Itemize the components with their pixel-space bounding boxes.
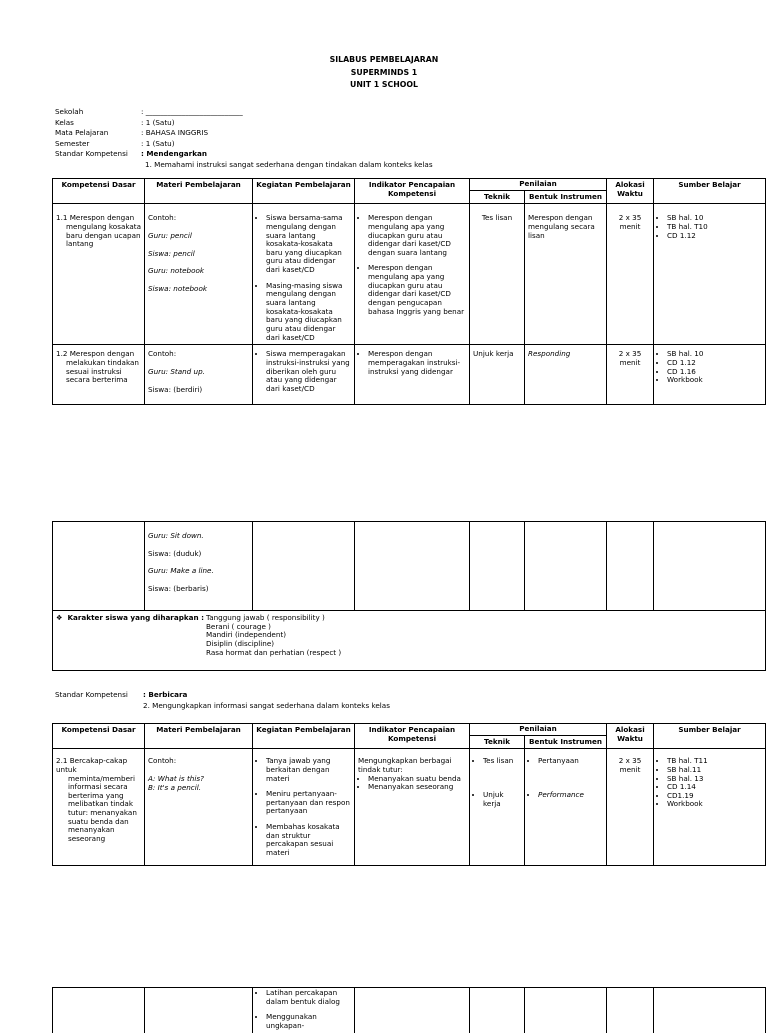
materi-line: Guru: notebook	[148, 266, 205, 276]
label-sk2: Standar Kompetensi	[55, 690, 128, 699]
materi-contoh: Contoh:	[148, 756, 177, 766]
header-indikator: Indikator Pencapaian Kompetensi	[355, 179, 470, 204]
sumber-item: • TB hal. T10	[667, 223, 762, 232]
sk2-description: 2. Mengungkapkan informasi sangat sederhana dalam konteks kelas	[143, 700, 390, 710]
value-sk: : Mendengarkan	[141, 149, 207, 158]
header-bentuk: Bentuk Instrumen	[525, 735, 607, 749]
syllabus-table-4	[52, 987, 766, 1033]
label-mapel: Mata Pelajaran	[55, 128, 109, 137]
materi-line: Guru: pencil	[148, 230, 192, 240]
materi-line: Siswa: (berbaris)	[148, 583, 209, 593]
header-indikator: Indikator Pencapaian Kompetensi	[355, 724, 470, 749]
kegiatan-item: • Meniru pertanyaan-pertanyaan dan respon pertanyaan	[266, 790, 351, 816]
label-kelas: Kelas	[55, 117, 74, 127]
table-row	[53, 204, 766, 345]
value-sk2: : Berbicara	[143, 690, 188, 699]
materi-line: Siswa: (berdiri)	[148, 384, 203, 394]
karakter-list	[206, 614, 341, 657]
sumber-item: • CD 1.12	[667, 232, 762, 241]
sumber-item: • CD 1.12	[667, 359, 762, 368]
sumber-item: • CD 1.16	[667, 368, 762, 377]
sumber-item: • TB hal. T11	[667, 757, 762, 766]
sumber-item: • SB hal. 10	[667, 350, 762, 359]
karakter-item: Berani ( courage )	[206, 621, 271, 631]
table-row	[53, 749, 766, 866]
value-semester: : 1 (Satu)	[141, 138, 175, 148]
header-teknik: Teknik	[470, 190, 525, 204]
sk-description: 1. Memahami instruksi sangat sederhana dengan tindakan dalam konteks kelas	[145, 159, 433, 169]
materi-line: Siswa: pencil	[148, 248, 195, 258]
value-sekolah: : ___________________________	[141, 107, 243, 116]
materi-contoh: Contoh:	[148, 349, 177, 359]
syllabus-table-3	[52, 723, 766, 866]
header-penilaian: Penilaian	[470, 724, 607, 736]
indikator-intro: Mengungkapkan berbagai tindak tutur:	[358, 756, 452, 774]
header-alokasi: Alokasi Waktu	[607, 724, 654, 749]
bentuk-item: • Pertanyaan	[538, 757, 603, 766]
info-block	[55, 108, 433, 171]
header-penilaian: Penilaian	[470, 179, 607, 191]
diamond-bullet-icon: ❖	[56, 613, 63, 622]
doc-title-line3: UNIT 1 SCHOOL	[349, 80, 419, 89]
kd-cell: 1.2 Merespon dengan melakukan tindakan sesuai instruksi secara berterima	[56, 349, 139, 385]
header-kd: Kompetensi Dasar	[53, 724, 145, 749]
table-row	[53, 988, 766, 1033]
bentuk-cell: Merespon dengan mengulang secara lisan	[525, 204, 607, 345]
syllabus-table-1	[52, 178, 766, 405]
table-row	[53, 522, 766, 611]
alokasi-cell: 2 x 35 menit	[607, 345, 654, 405]
header-kegiatan: Kegiatan Pembelajaran	[253, 724, 355, 749]
indikator-item: • Merespon dengan mengulang apa yang diucapkan guru atau didengar dari kaset/CD dengan pengucapan bahasa Inggris yang benar	[368, 264, 466, 316]
sumber-item: • Workbook	[667, 800, 762, 809]
label-sk: Standar Kompetensi	[55, 149, 128, 158]
materi-line: B: It's a pencil.	[148, 782, 202, 792]
kd-rest: meminta/memberi informasi secara berterima yang melibatkan tindak tutur: menanyakan suatu benda dan menanyakan seseorang	[68, 773, 137, 844]
header-alokasi: Alokasi Waktu	[607, 179, 654, 204]
indikator-item: • Merespon dengan mengulang apa yang diucapkan guru atau didengar dari kaset/CD dengan suara lantang	[368, 214, 466, 257]
header-sumber: Sumber Belajar	[654, 179, 766, 204]
sumber-item: • Workbook	[667, 376, 762, 385]
sumber-item: • SB hal.11	[667, 766, 762, 775]
bentuk-cell: Responding	[525, 345, 607, 405]
bentuk-item: • Performance	[538, 791, 603, 800]
indikator-item: • Merespon dengan memperagakan instruksi-instruksi yang didengar	[368, 350, 466, 376]
value-kelas: : 1 (Satu)	[141, 117, 175, 127]
header-materi: Materi Pembelajaran	[145, 724, 253, 749]
kegiatan-item: • Menggunakan ungkapan-	[266, 1013, 351, 1030]
doc-title-line2: SUPERMINDS 1	[350, 68, 418, 77]
alokasi-cell: 2 x 35 menit	[607, 204, 654, 345]
value-mapel: : BAHASA INGGRIS	[141, 128, 209, 137]
kegiatan-item: • Siswa memperagakan instruksi-instruksi yang diberikan oleh guru atau yang didengar dari kaset/CD	[266, 350, 351, 393]
header-kd: Kompetensi Dasar	[53, 179, 145, 204]
karakter-item: Mandiri (independent)	[206, 630, 286, 640]
karakter-row	[53, 611, 766, 671]
alokasi-cell: 2 x 35 menit	[607, 749, 654, 866]
materi-line: Siswa: (duduk)	[148, 548, 202, 558]
kegiatan-item: • Membahas kosakata dan struktur percakapan sesuai materi	[266, 823, 351, 858]
label-sekolah: Sekolah	[55, 107, 84, 116]
header-materi: Materi Pembelajaran	[145, 179, 253, 204]
indikator-item: • Menanyakan seseorang	[368, 783, 466, 792]
materi-line: Guru: Make a line.	[148, 566, 214, 576]
sumber-item: • CD 1.14	[667, 783, 762, 792]
karakter-item: Tanggung jawab ( responsibility )	[206, 613, 325, 622]
table-row	[53, 345, 766, 405]
kegiatan-item: • Siswa bersama-sama mengulang dengan suara lantang kosakata-kosakata baru yang diucapkan guru atau didengar dari kaset/CD	[266, 214, 351, 274]
materi-contoh: Contoh:	[148, 213, 177, 223]
teknik-cell: Unjuk kerja	[470, 345, 525, 405]
header-kegiatan: Kegiatan Pembelajaran	[253, 179, 355, 204]
karakter-item: Rasa hormat dan perhatian (respect )	[206, 647, 342, 657]
syllabus-table-2	[52, 521, 766, 671]
teknik-item: • Tes lisan	[483, 757, 521, 766]
materi-line: Siswa: notebook	[148, 283, 208, 293]
sumber-item: • CD1.19	[667, 792, 762, 801]
label-semester: Semester	[55, 138, 90, 148]
kegiatan-item: • Tanya jawab yang berkaitan dengan materi	[266, 757, 351, 783]
kd-cell: 1.1 Merespon dengan mengulang kosakata baru dengan ucapan lantang	[56, 213, 142, 249]
sumber-item: • SB hal. 13	[667, 775, 762, 784]
materi-line: Guru: Sit down.	[148, 531, 204, 540]
header-sumber: Sumber Belajar	[654, 724, 766, 749]
header-bentuk: Bentuk Instrumen	[525, 190, 607, 204]
karakter-label-wrap	[56, 614, 206, 657]
karakter-item: Disiplin (discipline)	[206, 638, 275, 648]
materi-line: Guru: Stand up.	[148, 366, 205, 376]
materi-line: A: What is this?	[148, 773, 204, 783]
indikator-item: • Menanyakan suatu benda	[368, 775, 466, 784]
teknik-cell: Tes lisan	[470, 204, 525, 345]
kegiatan-item: • Masing-masing siswa mengulang dengan suara lantang kosakata-kosakata baru yang diucapkan guru atau didengar dari kaset/CD	[266, 282, 351, 342]
sk2-block	[55, 691, 390, 710]
doc-title-line1: SILABUS PEMBELAJARAN	[329, 55, 439, 64]
sumber-item: • SB hal. 10	[667, 214, 762, 223]
header-teknik: Teknik	[470, 735, 525, 749]
karakter-label: Karakter siswa yang diharapkan :	[67, 613, 204, 622]
kegiatan-item: • Latihan percakapan dalam bentuk dialog	[266, 989, 351, 1006]
teknik-item: • Unjuk kerja	[483, 791, 521, 808]
kd-title: 2.1 Bercakap-cakap untuk	[56, 756, 128, 774]
